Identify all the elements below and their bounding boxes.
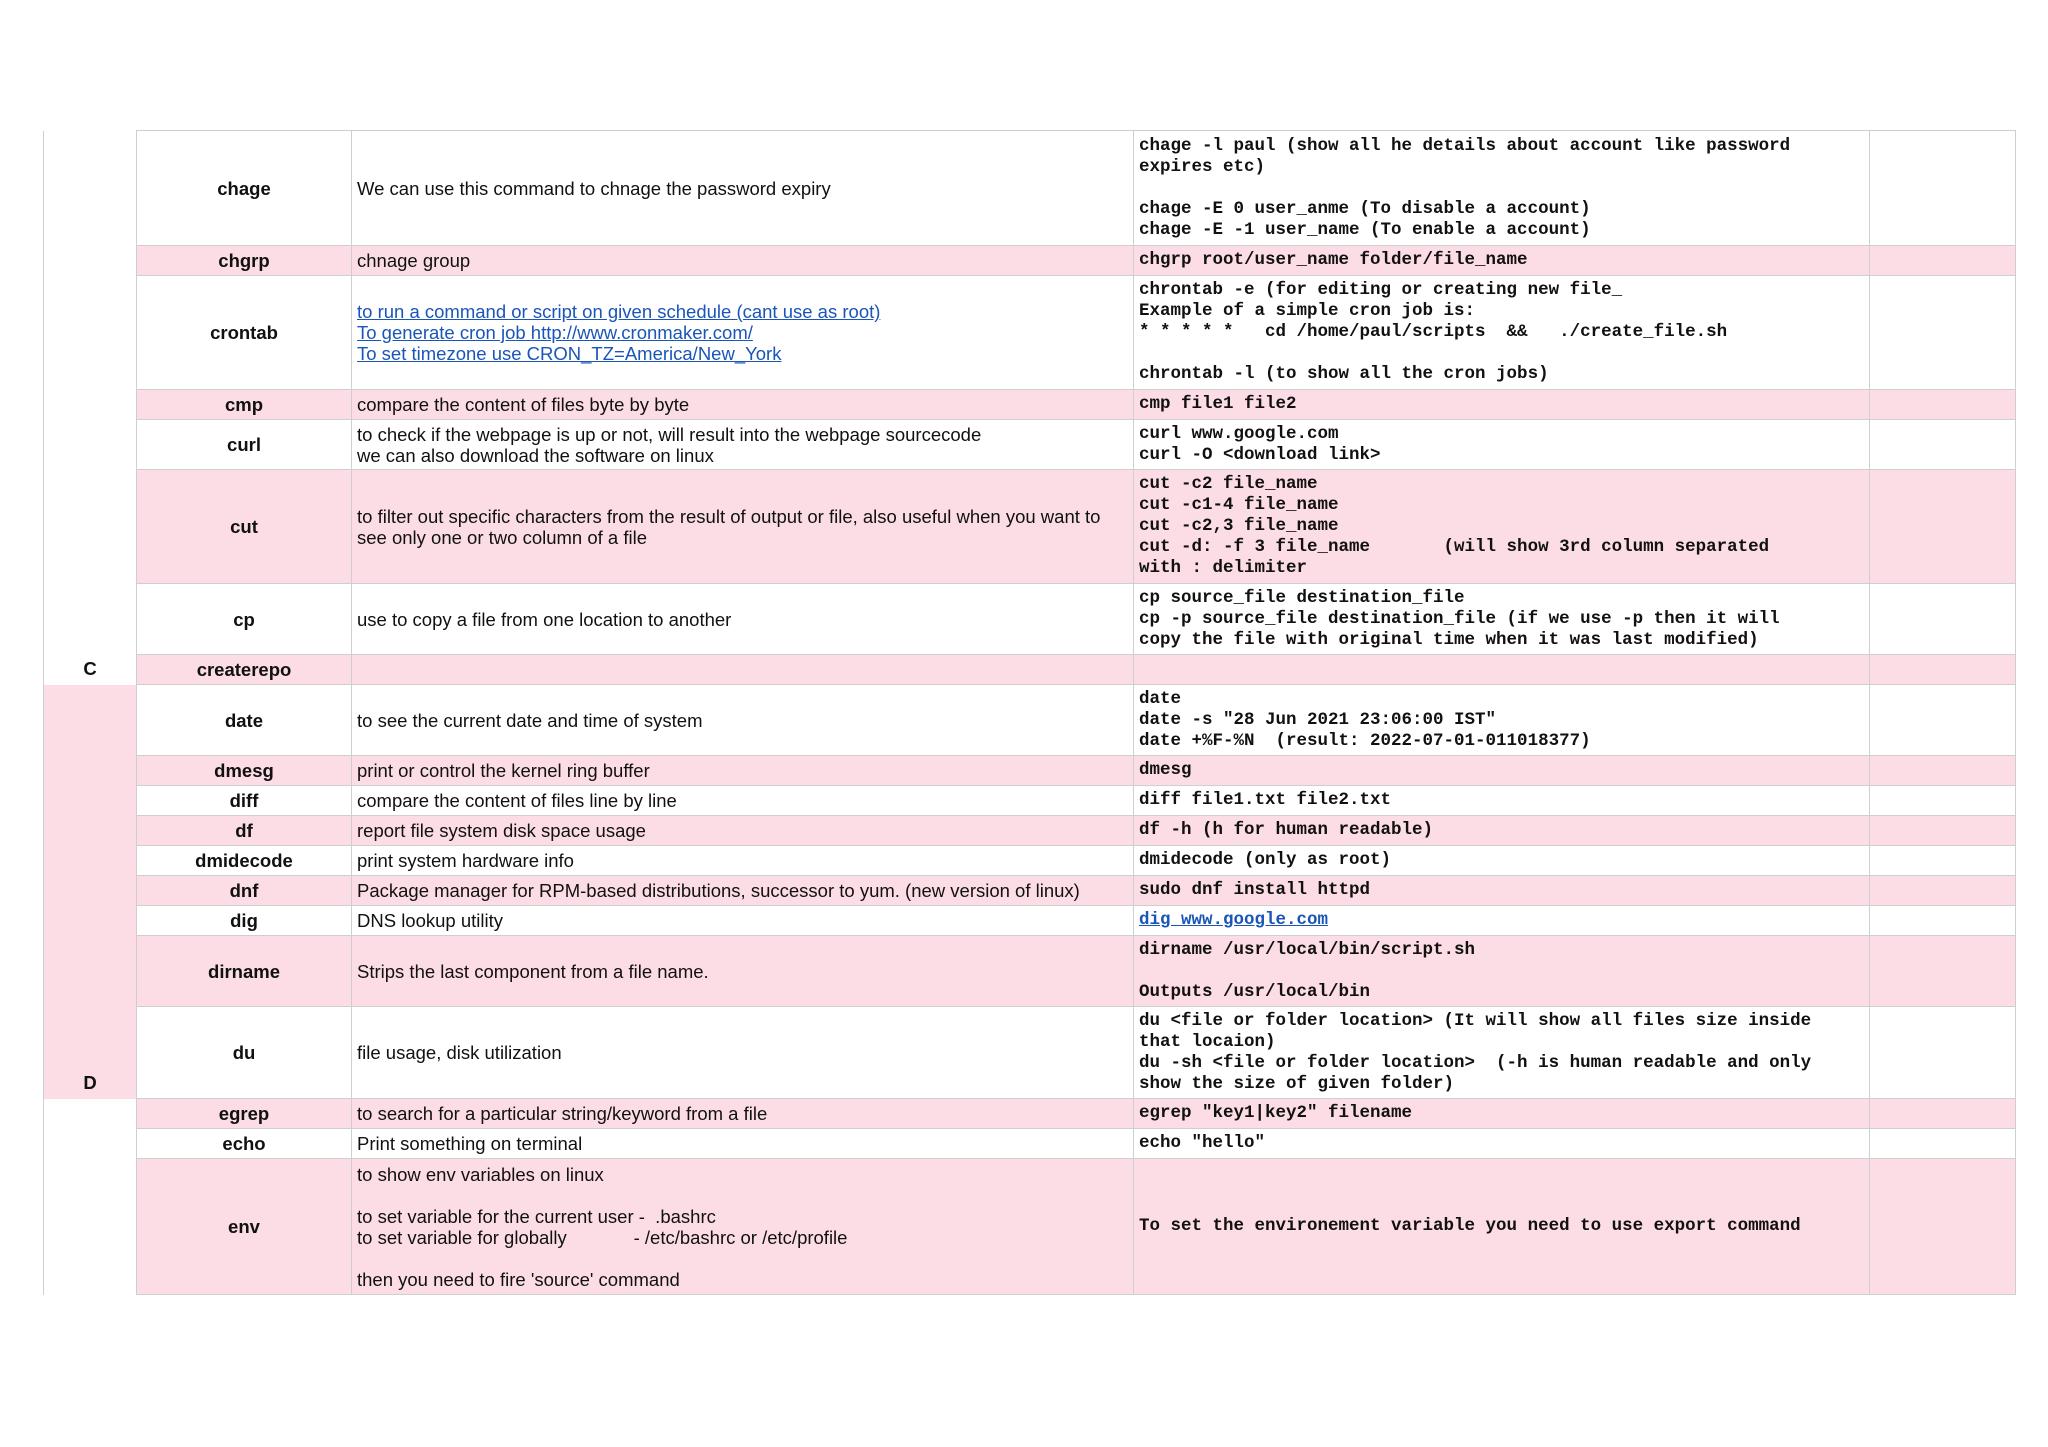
description-cell[interactable]: compare the content of files line by line — [352, 786, 1134, 816]
table-row — [44, 1099, 2016, 1129]
table-row — [44, 685, 2016, 756]
empty-cell[interactable] — [1870, 1099, 2016, 1129]
description-cell[interactable]: print or control the kernel ring buffer — [352, 756, 1134, 786]
description-cell[interactable]: file usage, disk utilization — [352, 1007, 1134, 1099]
example-cell[interactable]: df -h (h for human readable) — [1134, 816, 1870, 846]
command-cell[interactable]: dnf — [137, 876, 352, 906]
example-cell[interactable]: echo "hello" — [1134, 1129, 1870, 1159]
example-cell[interactable]: cut -c2 file_name cut -c1-4 file_name cut -c2,3 file_name cut -d: -f 3 file_name (will show 3rd column separated with : delimiter — [1134, 470, 1870, 584]
empty-cell[interactable] — [1870, 470, 2016, 584]
example-cell[interactable]: du <file or folder location> (It will show all files size inside that locaion) du -sh <file or folder location> (-h is human readable and only show the size of given folder) — [1134, 1007, 1870, 1099]
description-cell[interactable]: chnage group — [352, 246, 1134, 276]
cronmaker-link[interactable]: To generate cron job http://www.cronmaker.com/ — [357, 322, 753, 343]
example-cell[interactable] — [1134, 906, 1870, 936]
command-cell[interactable]: dirname — [137, 936, 352, 1007]
description-cell[interactable]: report file system disk space usage — [352, 816, 1134, 846]
description-cell[interactable] — [352, 655, 1134, 685]
command-cell[interactable]: df — [137, 816, 352, 846]
example-cell[interactable]: dmesg — [1134, 756, 1870, 786]
table-row — [44, 655, 2016, 685]
table-row — [44, 390, 2016, 420]
empty-cell[interactable] — [1870, 756, 2016, 786]
empty-cell[interactable] — [1870, 876, 2016, 906]
command-cell[interactable]: env — [137, 1159, 352, 1295]
example-cell[interactable]: chage -l paul (show all he details about account like password expires etc) chage -E 0 user_anme (To disable a account) chage -E -1 user_name (To enable a account) — [1134, 131, 1870, 246]
description-cell[interactable]: print system hardware info — [352, 846, 1134, 876]
description-cell[interactable]: to check if the webpage is up or not, will result into the webpage sourcecode we can also download the software on linux — [352, 420, 1134, 470]
table-row — [44, 936, 2016, 1007]
table-row — [44, 420, 2016, 470]
description-cell[interactable]: Strips the last component from a file name. — [352, 936, 1134, 1007]
example-cell[interactable]: dmidecode (only as root) — [1134, 846, 1870, 876]
table-row — [44, 816, 2016, 846]
command-cell[interactable]: dmidecode — [137, 846, 352, 876]
empty-cell[interactable] — [1870, 1007, 2016, 1099]
table-row — [44, 906, 2016, 936]
command-cell[interactable]: chgrp — [137, 246, 352, 276]
empty-cell[interactable] — [1870, 906, 2016, 936]
empty-cell[interactable] — [1870, 685, 2016, 756]
example-cell[interactable]: To set the environement variable you need to use export command — [1134, 1159, 1870, 1295]
description-cell[interactable]: Package manager for RPM-based distributions, successor to yum. (new version of linux) — [352, 876, 1134, 906]
command-cell[interactable]: createrepo — [137, 655, 352, 685]
description-cell[interactable]: Print something on terminal — [352, 1129, 1134, 1159]
command-cell[interactable]: chage — [137, 131, 352, 246]
cron-tz-link[interactable]: To set timezone use CRON_TZ=America/New_York — [357, 343, 782, 364]
table-row — [44, 786, 2016, 816]
command-cell[interactable]: curl — [137, 420, 352, 470]
table-row — [44, 276, 2016, 390]
example-cell[interactable]: curl www.google.com curl -O <download link> — [1134, 420, 1870, 470]
empty-cell[interactable] — [1870, 786, 2016, 816]
table-row — [44, 1159, 2016, 1295]
command-cell[interactable]: dig — [137, 906, 352, 936]
empty-cell[interactable] — [1870, 655, 2016, 685]
description-cell[interactable]: We can use this command to chnage the password expiry — [352, 131, 1134, 246]
command-cell[interactable]: dmesg — [137, 756, 352, 786]
table-row — [44, 131, 2016, 246]
cron-info-link[interactable]: to run a command or script on given schedule (cant use as root) — [357, 301, 881, 322]
description-cell[interactable]: to search for a particular string/keyword from a file — [352, 1099, 1134, 1129]
section-letter-e — [44, 1099, 137, 1295]
example-cell[interactable]: cmp file1 file2 — [1134, 390, 1870, 420]
table-row — [44, 756, 2016, 786]
example-cell[interactable]: dirname /usr/local/bin/script.sh Outputs /usr/local/bin — [1134, 936, 1870, 1007]
command-cell[interactable]: cmp — [137, 390, 352, 420]
empty-cell[interactable] — [1870, 1159, 2016, 1295]
empty-cell[interactable] — [1870, 246, 2016, 276]
empty-cell[interactable] — [1870, 390, 2016, 420]
table-row — [44, 584, 2016, 655]
table-row — [44, 846, 2016, 876]
example-cell[interactable]: chgrp root/user_name folder/file_name — [1134, 246, 1870, 276]
description-cell[interactable]: compare the content of files byte by byte — [352, 390, 1134, 420]
description-cell[interactable]: to filter out specific characters from the result of output or file, also useful when you want to see only one or two column of a file — [352, 470, 1134, 584]
example-cell[interactable]: sudo dnf install httpd — [1134, 876, 1870, 906]
description-cell[interactable]: to show env variables on linux to set variable for the current user - .bashrc to set variable for globally - /etc/bashrc or /etc/profile then you need to fire 'source' command — [352, 1159, 1134, 1295]
example-cell[interactable]: diff file1.txt file2.txt — [1134, 786, 1870, 816]
example-cell[interactable] — [1134, 655, 1870, 685]
example-cell[interactable]: cp source_file destination_file cp -p source_file destination_file (if we use -p then it will copy the file with original time when it was last modified) — [1134, 584, 1870, 655]
table-row — [44, 1007, 2016, 1099]
table-row — [44, 1129, 2016, 1159]
section-letter-d: D — [44, 685, 137, 1099]
command-cell[interactable]: echo — [137, 1129, 352, 1159]
empty-cell[interactable] — [1870, 936, 2016, 1007]
table-row — [44, 470, 2016, 584]
command-cell[interactable]: date — [137, 685, 352, 756]
example-cell[interactable]: egrep "key1|key2" filename — [1134, 1099, 1870, 1129]
command-cell[interactable]: cut — [137, 470, 352, 584]
empty-cell[interactable] — [1870, 131, 2016, 246]
example-cell[interactable]: chrontab -e (for editing or creating new file_ Example of a simple cron job is: * * * * * cd /home/paul/scripts && ./create_file.sh chrontab -l (to show all the cron jobs) — [1134, 276, 1870, 390]
section-letter-c: C — [44, 131, 137, 685]
empty-cell[interactable] — [1870, 846, 2016, 876]
table-row — [44, 876, 2016, 906]
command-cell[interactable]: egrep — [137, 1099, 352, 1129]
empty-cell[interactable] — [1870, 816, 2016, 846]
command-cell[interactable]: crontab — [137, 276, 352, 390]
empty-cell[interactable] — [1870, 276, 2016, 390]
command-cell[interactable]: cp — [137, 584, 352, 655]
empty-cell[interactable] — [1870, 1129, 2016, 1159]
description-cell[interactable]: use to copy a file from one location to another — [352, 584, 1134, 655]
empty-cell[interactable] — [1870, 584, 2016, 655]
description-cell[interactable]: DNS lookup utility — [352, 906, 1134, 936]
command-cell[interactable]: du — [137, 1007, 352, 1099]
command-sheet — [43, 130, 2016, 1295]
command-cell[interactable]: diff — [137, 786, 352, 816]
dig-example-link[interactable]: dig www.google.com — [1139, 910, 1329, 930]
description-cell[interactable]: to see the current date and time of system — [352, 685, 1134, 756]
example-cell[interactable]: date date -s "28 Jun 2021 23:06:00 IST" date +%F-%N (result: 2022-07-01-011018377) — [1134, 685, 1870, 756]
empty-cell[interactable] — [1870, 420, 2016, 470]
table-row — [44, 246, 2016, 276]
description-cell[interactable] — [352, 276, 1134, 390]
